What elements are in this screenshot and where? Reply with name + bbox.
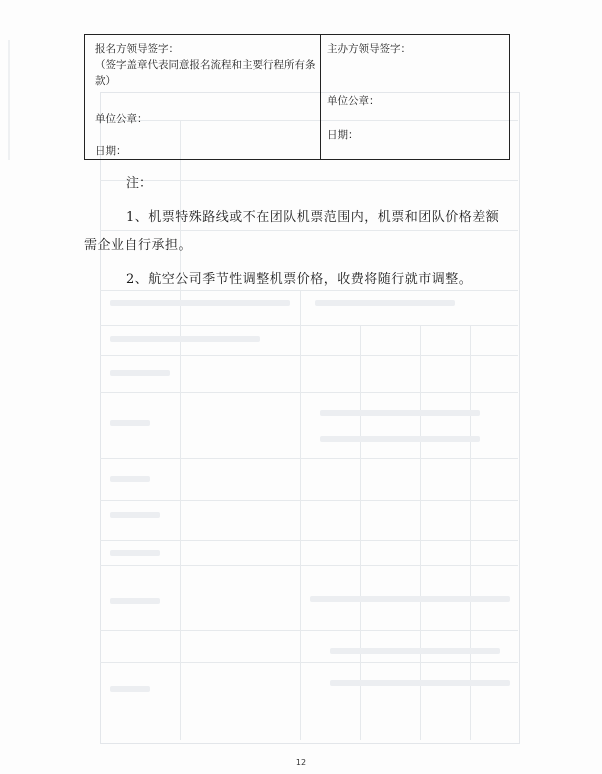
organizer-date-label: 日期：	[327, 129, 359, 141]
registrant-seal-label: 单位公章：	[95, 113, 148, 125]
organizer-signature-cell	[321, 35, 509, 159]
registrant-consent-note-line1: （签字盖章代表同意报名流程和主要行程所有条	[95, 59, 316, 71]
registrant-signature-label: 报名方领导签字：	[95, 43, 179, 55]
registrant-consent-note-line2: 款）	[95, 75, 116, 87]
organizer-seal-label: 单位公章：	[327, 95, 380, 107]
note-item-1-line2: 需企业自行承担。	[84, 238, 193, 253]
scan-edge-mark	[8, 40, 10, 160]
notes-heading: 注：	[126, 176, 153, 191]
note-item-2: 2、航空公司季节性调整机票价格，收费将随行就市调整。	[126, 272, 473, 287]
signature-table	[84, 34, 510, 160]
page-number: 12	[295, 758, 307, 767]
organizer-signature-label: 主办方领导签字：	[327, 43, 411, 55]
registrant-signature-cell	[85, 35, 321, 159]
note-item-1-line1: 1、机票特殊路线或不在团队机票范围内，机票和团队价格差额	[126, 210, 500, 225]
registrant-date-label: 日期：	[95, 145, 127, 157]
